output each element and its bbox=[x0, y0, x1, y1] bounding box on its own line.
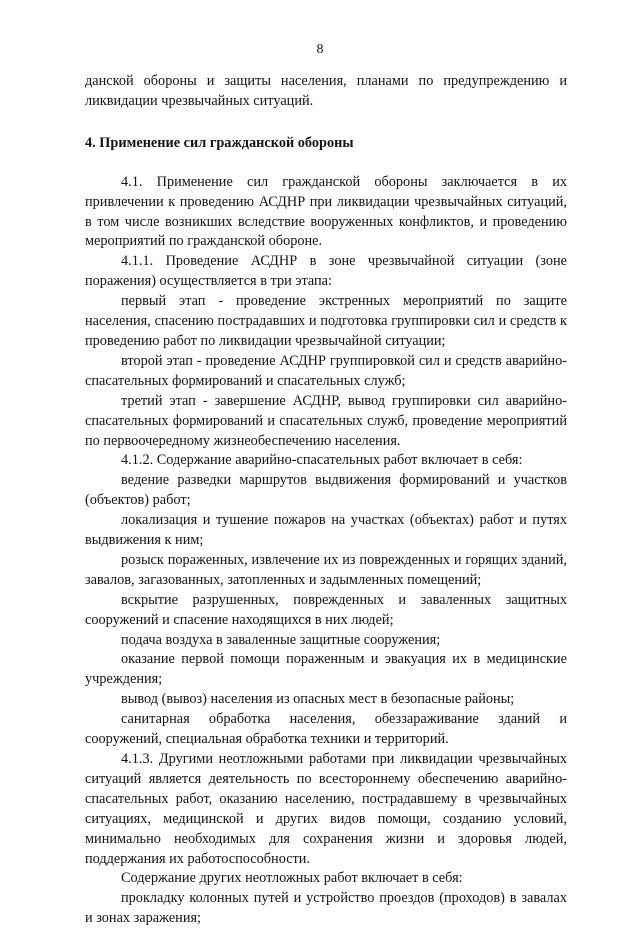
paragraph: 4.1.2. Содержание аварийно-спасательных работ включает в себя: bbox=[121, 452, 523, 469]
paragraph: локализация и тушение пожаров на участках (объектах) работ и путях выдвижения к ним; bbox=[85, 512, 567, 549]
paragraph: ведение разведки маршрутов выдвижения формирований и участков (объектов) работ; bbox=[85, 472, 567, 509]
paragraph: 4.1.1. Проведение АСДНР в зоне чрезвычайной ситуации (зоне поражения) осуществляется в три этапа: bbox=[85, 253, 567, 290]
document-body bbox=[85, 72, 567, 929]
paragraph: 4.1. Применение сил гражданской обороны заключается в их привлечении к проведению АСДНР при ликвидации чрезвычайных ситуаций, в том числе возникших вследствие вооруженных конфликтов, и проведению мероприятий по гражданской обороне. bbox=[85, 173, 567, 250]
paragraph: прокладку колонных путей и устройство проездов (проходов) в завалах и зонах заражения; bbox=[85, 890, 567, 927]
paragraph: оказание первой помощи пораженным и эвакуация их в медицинские учреждения; bbox=[85, 651, 567, 688]
paragraph: вскрытие разрушенных, поврежденных и заваленных защитных сооружений и спасение находящихся в них людей; bbox=[85, 591, 567, 628]
section-heading: 4. Применение сил гражданской обороны bbox=[85, 134, 354, 151]
paragraph: санитарная обработка населения, обеззараживание зданий и сооружений, специальная обработка техники и территорий. bbox=[85, 711, 567, 748]
paragraph: первый этап - проведение экстренных мероприятий по защите населения, спасению пострадавших и подготовка группировки сил и средств к проведению работ по ликвидации чрезвычайной ситуации; bbox=[85, 293, 567, 349]
paragraph: Содержание других неотложных работ включает в себя: bbox=[121, 870, 463, 887]
paragraph: розыск пораженных, извлечение их из поврежденных и горящих зданий, завалов, загазованных, затопленных и задымленных помещений; bbox=[85, 551, 567, 588]
paragraph: второй этап - проведение АСДНР группировкой сил и средств аварийно-спасательных формирований и спасательных служб; bbox=[85, 352, 567, 389]
paragraph: подача воздуха в заваленные защитные сооружения; bbox=[121, 631, 441, 648]
paragraph: 4.1.3. Другими неотложными работами при ликвидации чрезвычайных ситуаций является деятельность по всестороннему обеспечению аварийно- спасательных работ, оказанию населению, пострадавшему в чрезвычайных ситуациях, медицинской и других видов помощи, созданию условий, минимально необходимых для сохранения жизни и здоровья людей, поддержания их работоспособности. bbox=[85, 751, 567, 867]
paragraph-continuation: данской обороны и защиты населения, планами по предупреждению и ликвидации чрезвычайных ситуаций. bbox=[85, 73, 567, 109]
paragraph: вывод (вывоз) населения из опасных мест в безопасные районы; bbox=[121, 691, 515, 708]
paragraph: третий этап - завершение АСДНР, вывод группировки сил аварийно-спасательных формирований и спасательных служб, проведение мероприятий по первоочередному жизнеобеспечению населения. bbox=[85, 392, 567, 449]
page-number: 8 bbox=[316, 42, 324, 57]
